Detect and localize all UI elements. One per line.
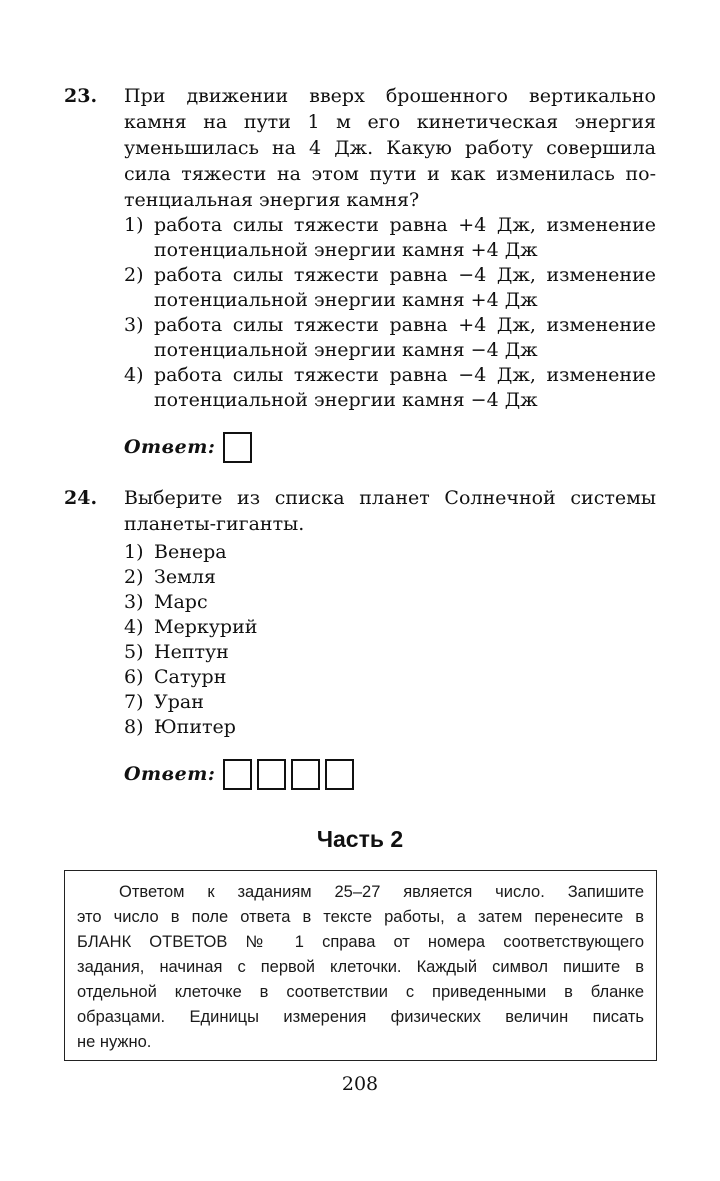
question-line: планеты-гиганты. (124, 513, 305, 535)
question-text (124, 485, 656, 537)
option-item (124, 540, 656, 565)
question-line: тенциальная энергия камня? (124, 189, 420, 211)
instruction-line: это число в поле ответа в тексте работы, а затем перенесите в (77, 908, 644, 926)
question-line: При движении вверх брошенного вертикально (124, 85, 656, 107)
answer-label: Ответ: (124, 436, 216, 458)
question-text (124, 83, 656, 213)
instruction-line: образцами. Единицы измерения физических величин писать (77, 1008, 644, 1026)
option-item (124, 615, 656, 640)
option-number: 8) (124, 716, 144, 738)
option-item (124, 715, 656, 740)
option-text: Земля (154, 566, 216, 588)
option-number: 3) (124, 314, 144, 336)
answer-options (124, 213, 656, 413)
option-text: Уран (154, 691, 204, 713)
option-number: 2) (124, 566, 144, 588)
option-number: 4) (124, 616, 144, 638)
option-number: 1) (124, 541, 144, 563)
answer-label: Ответ: (124, 763, 216, 785)
instruction-line: не нужно. (77, 1033, 152, 1051)
option-number: 6) (124, 666, 144, 688)
option-line: работа силы тяжести равна +4 Дж, изменение (154, 214, 656, 236)
option-item (124, 690, 656, 715)
option-line: потенциальной энергии камня −4 Дж (154, 389, 538, 411)
option-line: работа силы тяжести равна +4 Дж, изменение (154, 314, 656, 336)
instruction-line: отдельной клеточке в соответствии с приведенными в бланке (77, 983, 644, 1001)
option-line: работа силы тяжести равна −4 Дж, изменение (154, 364, 656, 386)
option-number: 7) (124, 691, 144, 713)
option-item (124, 565, 656, 590)
option-item (124, 363, 656, 413)
instruction-line: Ответом к заданиям 25–27 является число. Запишите (119, 883, 644, 901)
option-item (124, 640, 656, 665)
option-number: 4) (124, 364, 144, 386)
option-number: 5) (124, 641, 144, 663)
option-text: Меркурий (154, 616, 258, 638)
option-item (124, 263, 656, 313)
option-number: 2) (124, 264, 144, 286)
answer-box[interactable] (223, 432, 252, 463)
answer-box[interactable] (257, 759, 286, 790)
question-line: сила тяжести на этом пути и как изменилась по- (124, 163, 656, 185)
option-text: Венера (154, 541, 227, 563)
question-line: камня на пути 1 м его кинетическая энергия (124, 111, 656, 133)
question-line: уменьшилась на 4 Дж. Какую работу совершила (124, 137, 656, 159)
task-number: 23. (64, 85, 98, 107)
answer-options (124, 540, 656, 740)
option-number: 1) (124, 214, 144, 236)
option-item (124, 313, 656, 363)
answer-row (124, 756, 359, 792)
option-line: потенциальной энергии камня +4 Дж (154, 289, 538, 311)
option-line: потенциальной энергии камня −4 Дж (154, 339, 538, 361)
option-line: потенциальной энергии камня +4 Дж (154, 239, 538, 261)
answer-row (124, 429, 257, 465)
option-item (124, 213, 656, 263)
option-text: Сатурн (154, 666, 227, 688)
option-text: Юпитер (154, 716, 236, 738)
answer-box[interactable] (291, 759, 320, 790)
instruction-line: задания, начиная с первой клеточки. Каждый символ пишите в (77, 958, 644, 976)
option-item (124, 665, 656, 690)
option-line: работа силы тяжести равна −4 Дж, изменение (154, 264, 656, 286)
answer-box[interactable] (325, 759, 354, 790)
task-number: 24. (64, 487, 98, 509)
section-title: Часть 2 (316, 826, 404, 852)
option-text: Марс (154, 591, 208, 613)
option-item (124, 590, 656, 615)
question-line: Выберите из списка планет Солнечной системы (124, 487, 656, 509)
answer-box[interactable] (223, 759, 252, 790)
instruction-line: БЛАНК ОТВЕТОВ № 1 справа от номера соответствующего (77, 933, 644, 951)
option-text: Нептун (154, 641, 229, 663)
instruction-box (64, 870, 657, 1061)
page-number: 208 (341, 1073, 379, 1095)
option-number: 3) (124, 591, 144, 613)
